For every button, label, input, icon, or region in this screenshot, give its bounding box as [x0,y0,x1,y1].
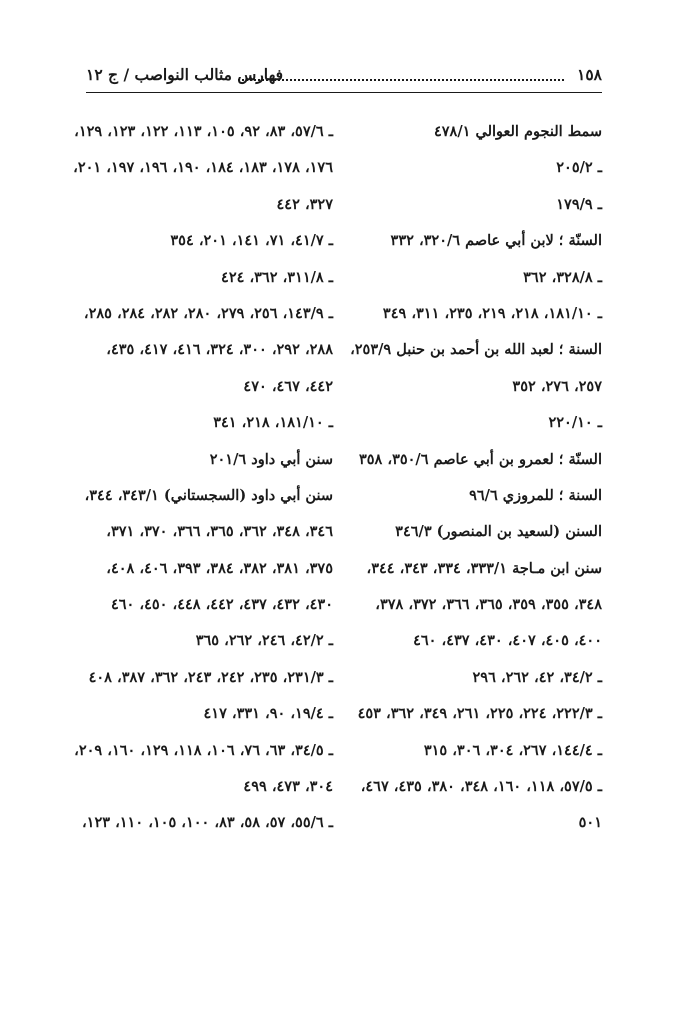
page-number: ١٥٨ [577,65,602,84]
index-entry-line: ـ ٤١/٧، ٧١، ١٤١، ٢٠١، ٣٥٤ [170,232,333,250]
index-column-left [73,114,333,842]
index-entry-line: ـ ٤٢/٢، ٢٤٦، ٢٦٢، ٣٦٥ [195,632,333,650]
index-entry-line: ٣٤٨، ٣٥٥، ٣٥٩، ٣٦٥، ٣٦٦، ٣٧٢، ٣٧٨، [375,596,602,614]
index-entry-line: ـ ١٨١/١٠، ٢١٨، ٣٤١ [213,414,333,432]
index-entry-line: ٣٢٧، ٤٤٢ [276,195,333,213]
index-entry-line: سنن أبي داود (السجستاني) ٣٤٣/١، ٣٤٤، [84,486,333,504]
index-entry-line: السنّة ؛ لعمرو بن أبي عاصم ٣٥٠/٦، ٣٥٨ [358,450,602,468]
index-entry-line: ٥٠١ [578,814,602,832]
index-entry-line: ـ ٣٤/٢، ٤٢، ٢٦٢، ٢٩٦ [472,668,602,686]
index-entry-line: ـ ١٤٤/٤، ٢٦٧، ٣٠٤، ٣٠٦، ٣١٥ [423,741,602,759]
index-entry-line: ـ ٥٧/٦، ٨٣، ٩٢، ١٠٥، ١١٣، ١٢٢، ١٢٣، ١٢٩، [74,123,333,140]
index-entry-line: ـ ٣١١/٨، ٣٦٢، ٤٢٤ [221,268,333,286]
index-entry-line: سنن أبي داود ٢٠١/٦ [209,450,333,468]
index-entry-line: ـ ٣٤/٥، ٦٣، ٧٦، ١٠٦، ١١٨، ١٢٩، ١٦٠، ٢٠٩، [74,741,333,759]
index-entry-line: سنن ابن مـاجة ٣٣٣/١، ٣٣٤، ٣٤٣، ٣٤٤، [366,559,602,577]
index-entry-line: سمط النجوم العوالي ٤٧٨/١ [433,123,602,140]
index-entry-line: ـ ٣٢٨/٨، ٣٦٢ [523,268,602,286]
index-entry-line: السنة ؛ للمروزي ٩٦/٦ [469,486,602,504]
header-rule [86,92,602,93]
index-entry-line: السنّة ؛ لابن أبي عاصم ٣٢٠/٦، ٣٣٢ [390,232,602,250]
index-entry-line: السنة ؛ لعبد الله بن أحمد بن حنبل ٢٥٣/٩، [350,341,602,359]
index-entry-line: ـ ٢٣١/٣، ٢٣٥، ٢٤٢، ٢٤٣، ٣٦٢، ٣٨٧، ٤٠٨ [88,668,333,686]
index-entry-line: السنن (لسعيد بن المنصور) ٣٤٦/٣ [395,523,602,541]
index-column-right [350,114,602,842]
index-entry-line: ـ ٢٢٠/١٠ [548,414,602,432]
index-entry-line: ـ ١٨١/١٠، ٢١٨، ٢١٩، ٢٣٥، ٣١١، ٣٤٩ [382,304,602,322]
index-entry-line: ـ ٥٧/٥، ١١٨، ١٦٠، ٣٤٨، ٣٨٠، ٤٣٥، ٤٦٧، [360,778,602,796]
index-entry-line: ٢٥٧، ٢٧٦، ٣٥٢ [512,377,602,395]
index-entry-line: ـ ٢٢٢/٣، ٢٢٤، ٢٢٥، ٢٦١، ٣٤٩، ٣٦٢، ٤٥٣ [357,705,602,723]
index-entry-line: ١٧٦، ١٧٨، ١٨٣، ١٨٤، ١٩٠، ١٩٦، ١٩٧، ٢٠١، [73,159,333,177]
index-entry-line: ـ ١٧٩/٩ [556,195,602,213]
index-entry-line: ـ ٥٥/٦، ٥٧، ٥٨، ٨٣، ١٠٠، ١٠٥، ١١٠، ١٢٣، [81,814,333,832]
index-entry-line: ٣٠٤، ٤٧٣، ٤٩٩ [243,778,333,796]
index-entry-line: ٣٤٦، ٣٤٨، ٣٦٢، ٣٦٥، ٣٦٦، ٣٧٠، ٣٧١، [106,523,333,541]
index-entry-line: ـ ٢٠٥/٢ [556,159,602,177]
header-dot-leader [238,71,564,81]
index-entry-line: ـ ١٩/٤، ٩٠، ٣٣١، ٤١٧ [203,705,333,723]
index-entry-line: ٤٤٢، ٤٦٧، ٤٧٠ [243,377,333,395]
page-header [86,62,602,88]
index-entry-line: ٣٧٥، ٣٨١، ٣٨٢، ٣٨٤، ٣٩٣، ٤٠٦، ٤٠٨، [106,559,333,577]
index-entry-line: ٤٣٠، ٤٣٢، ٤٣٧، ٤٤٢، ٤٤٨، ٤٥٠، ٤٦٠ [110,596,333,614]
running-title: فهارس مثالب النواصب / ج ١٢ [86,65,284,84]
index-entry-line: ٢٨٨، ٢٩٢، ٣٠٠، ٣٢٤، ٤١٦، ٤١٧، ٤٣٥، [106,341,333,359]
index-entry-line: ٤٠٠، ٤٠٥، ٤٠٧، ٤٣٠، ٤٣٧، ٤٦٠ [413,632,602,650]
index-entry-line: ـ ١٤٣/٩، ٢٥٦، ٢٧٩، ٢٨٠، ٢٨٢، ٢٨٤، ٢٨٥، [83,304,333,322]
